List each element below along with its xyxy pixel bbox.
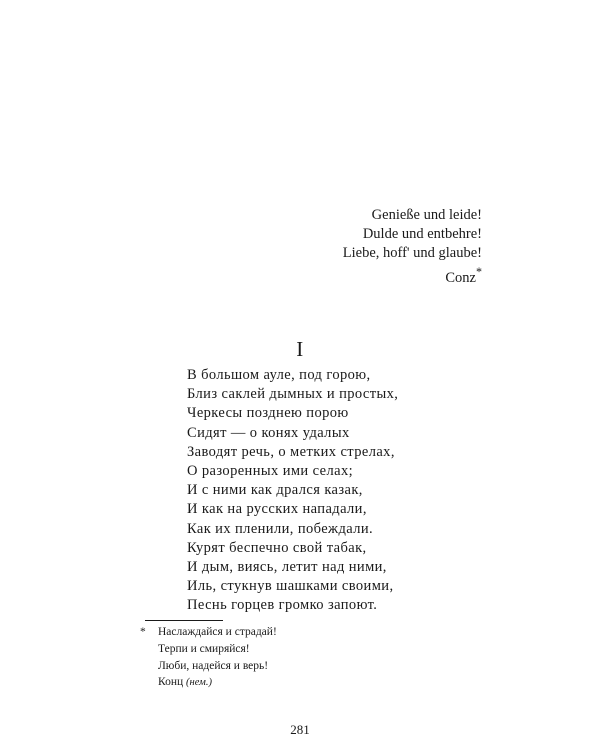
chapter-number: I [296,337,304,361]
footnote-reference-mark: * [475,265,482,279]
poem-line: И дым, виясь, летит над ними, [187,559,387,576]
footnote-divider [145,620,223,621]
footnote-text: Конц [158,676,184,689]
epigraph [343,206,482,288]
footnote-mark: * [140,626,146,638]
poem-line: Черкесы позднею порою [187,405,349,422]
footnote-line: Люби, надейся и верь! [158,659,269,672]
epigraph-line: Liebe, hoff' und glaube! [342,245,482,261]
poem-line: И как на русских нападали, [187,501,367,518]
poem-stanza [187,366,398,616]
poem-line: Песнь горцев громко запоют. [187,597,378,614]
footnote-line [140,624,277,641]
poem-line: Как их пленили, побеждали. [187,520,374,537]
poem-line: Близ саклей дымных и простых, [187,386,399,403]
poem-line: Иль, стукнув шашками своими, [187,578,394,595]
footnote-language-note: (нем.) [186,677,212,689]
poem-line: Сидят — о конях удалых [187,424,350,441]
page-number: 281 [290,722,310,737]
poem-line: И с ними как дрался казак, [187,482,363,499]
epigraph-attribution [343,263,482,288]
footnote-line: Терпи и смиряйся! [158,642,250,655]
epigraph-line: Dulde und entbehre! [362,226,482,242]
poem-line: Курят беспечно свой табак, [187,539,367,556]
epigraph-author: Conz [445,269,476,286]
epigraph-line: Genieße und leide! [371,207,482,223]
footnote-text: Наслаждайся и страдай! [158,626,277,638]
poem-line: Заводят речь, о метких стрелах, [187,443,395,460]
footnote [140,624,277,692]
footnote-line [140,674,277,692]
poem-line: В большом ауле, под горою, [187,367,371,383]
poem-line: О разоренных ими селах; [187,463,354,480]
